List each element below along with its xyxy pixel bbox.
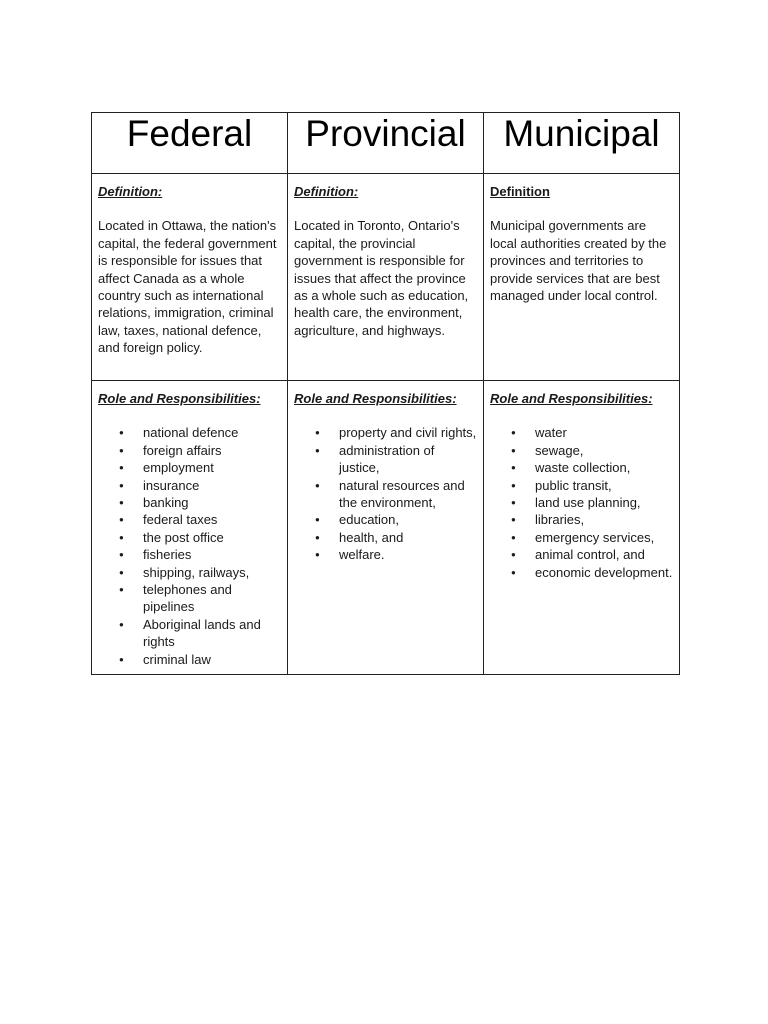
heading-federal: Federal bbox=[92, 113, 288, 174]
list-item: ● health, and bbox=[294, 529, 477, 546]
list-item: ● land use planning, bbox=[490, 494, 673, 511]
definition-text: Municipal governments are local authorities created by the provinces and territories to provide services that are best managed under local control. bbox=[490, 218, 667, 304]
definition-label: Definition: bbox=[294, 184, 359, 199]
municipal-definition-cell bbox=[484, 174, 680, 381]
federal-definition-cell bbox=[92, 174, 288, 381]
list-item: ● property and civil rights, bbox=[294, 424, 477, 441]
federal-roles-cell bbox=[92, 381, 288, 675]
roles-label: Role and Responsibilities: bbox=[490, 391, 653, 406]
list-item: ● libraries, bbox=[490, 511, 673, 528]
definition-text: Located in Ottawa, the nation's capital, the federal government is responsible for issues that affect Canada as a whole country such as international relations, immigration, criminal law, taxes, national defence, and foreign policy. bbox=[98, 218, 277, 356]
roles-row bbox=[92, 381, 680, 675]
definition-label: Definition: bbox=[98, 184, 163, 199]
list-item: ● water bbox=[490, 424, 673, 441]
provincial-definition-cell bbox=[288, 174, 484, 381]
list-item: ● telephones and pipelines bbox=[98, 581, 281, 616]
heading-provincial: Provincial bbox=[288, 113, 484, 174]
list-item: ● employment bbox=[98, 459, 281, 476]
list-item: ● insurance bbox=[98, 477, 281, 494]
list-item: ● shipping, railways, bbox=[98, 564, 281, 581]
federal-roles-list bbox=[98, 424, 281, 668]
list-item: ● foreign affairs bbox=[98, 442, 281, 459]
list-item: ● economic development. bbox=[490, 564, 673, 581]
list-item: ● emergency services, bbox=[490, 529, 673, 546]
list-item: ● education, bbox=[294, 511, 477, 528]
roles-label: Role and Responsibilities: bbox=[98, 391, 261, 406]
list-item: ● natural resources and the environment, bbox=[294, 477, 477, 512]
list-item: ● sewage, bbox=[490, 442, 673, 459]
list-item: ● administration of justice, bbox=[294, 442, 477, 477]
list-item: ● Aboriginal lands and rights bbox=[98, 616, 281, 651]
list-item: ● the post office bbox=[98, 529, 281, 546]
heading-row bbox=[92, 113, 680, 174]
definition-label: Definition bbox=[490, 184, 550, 199]
municipal-roles-list bbox=[490, 424, 673, 581]
provincial-roles-cell bbox=[288, 381, 484, 675]
list-item: ● fisheries bbox=[98, 546, 281, 563]
list-item: ● banking bbox=[98, 494, 281, 511]
definition-row bbox=[92, 174, 680, 381]
definition-text: Located in Toronto, Ontario's capital, the provincial government is responsible for issues that affect the province as a whole such as education, health care, the environment, agriculture, and highways. bbox=[294, 218, 469, 338]
roles-label: Role and Responsibilities: bbox=[294, 391, 457, 406]
heading-municipal: Municipal bbox=[484, 113, 680, 174]
list-item: ● public transit, bbox=[490, 477, 673, 494]
list-item: ● federal taxes bbox=[98, 511, 281, 528]
list-item: ● waste collection, bbox=[490, 459, 673, 476]
list-item: ● national defence bbox=[98, 424, 281, 441]
list-item: ● criminal law bbox=[98, 651, 281, 668]
list-item: ● animal control, and bbox=[490, 546, 673, 563]
municipal-roles-cell bbox=[484, 381, 680, 675]
list-item: ● welfare. bbox=[294, 546, 477, 563]
provincial-roles-list bbox=[294, 424, 477, 563]
government-levels-table bbox=[91, 112, 680, 675]
